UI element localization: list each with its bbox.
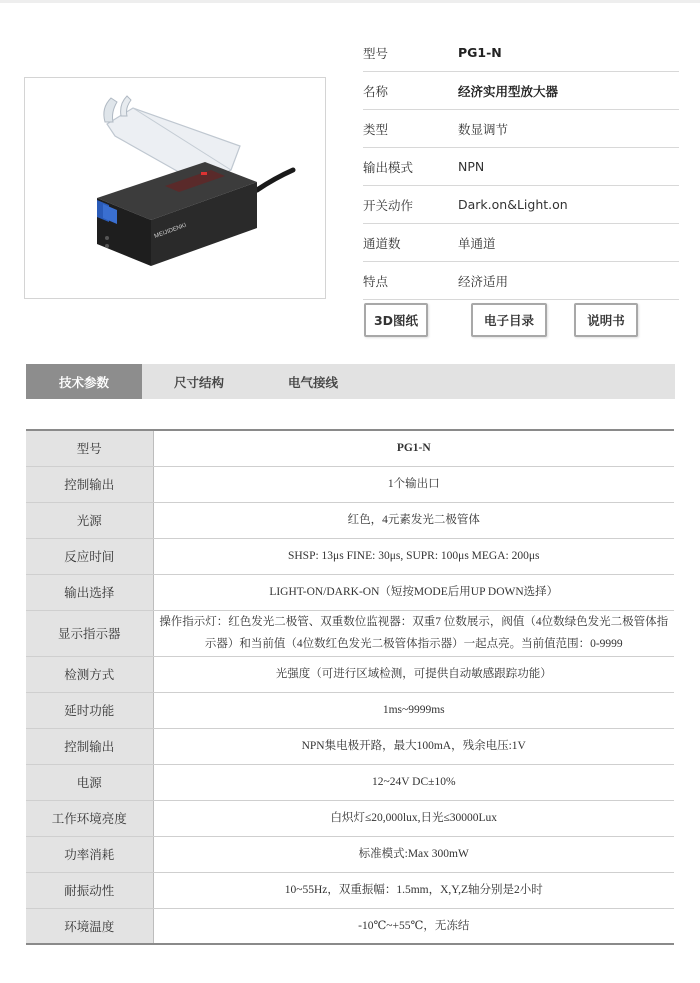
table-row	[26, 430, 674, 466]
table-row	[26, 574, 674, 610]
param-value: 1个输出口	[153, 466, 674, 502]
spec-value: Dark.on&Light.on	[458, 197, 568, 212]
table-row	[26, 538, 674, 574]
tab-wiring[interactable]: 电气接线	[287, 374, 338, 390]
param-value: PG1-N	[153, 430, 674, 466]
table-row	[26, 502, 674, 538]
param-label: 工作环境亮度	[26, 800, 153, 836]
table-row	[26, 610, 674, 656]
tab-tech-params[interactable]: 技术参数	[26, 364, 142, 399]
param-value: 10~55Hz，双重振幅：1.5mm，X,Y,Z轴分别是2小时	[153, 872, 674, 908]
spec-row-name	[363, 72, 679, 110]
spec-row-channels	[363, 224, 679, 262]
param-label: 型号	[26, 430, 153, 466]
param-label: 电源	[26, 764, 153, 800]
brand-label: MEIJIDENKI	[153, 222, 188, 240]
param-label: 输出选择	[26, 574, 153, 610]
spec-row-type	[363, 110, 679, 148]
spec-row-features	[363, 262, 679, 300]
spec-label: 名称	[363, 83, 389, 99]
spec-value: 经济实用型放大器	[458, 83, 559, 99]
param-value: NPN集电极开路，最大100mA，残余电压:1V	[153, 728, 674, 764]
spec-value: 单通道	[458, 235, 496, 251]
detail-tabs	[26, 364, 675, 399]
spec-value: PG1-N	[458, 45, 502, 60]
table-row	[26, 800, 674, 836]
table-row	[26, 872, 674, 908]
table-row	[26, 692, 674, 728]
spec-label: 开关动作	[363, 197, 414, 213]
param-value: 白炽灯≤20,000lux,日光≤30000Lux	[153, 800, 674, 836]
catalog-button[interactable]: 电子目录	[471, 303, 547, 337]
param-value: 操作指示灯：红色发光二极管、双重数位监视器：双重7 位数展示，阀值（4位数绿色发光二极管体指示器）和当前值（4位数红色发光二极管体指示器）一起点亮。当前值范围：0-9999	[153, 610, 674, 656]
table-row	[26, 728, 674, 764]
spec-value: NPN	[458, 159, 485, 174]
cad-download-button[interactable]: 3D图纸	[364, 303, 428, 337]
param-label: 环境温度	[26, 908, 153, 944]
spec-label: 特点	[363, 273, 389, 289]
product-image	[24, 77, 326, 299]
param-label: 反应时间	[26, 538, 153, 574]
table-row	[26, 764, 674, 800]
param-value: 红色，4元素发光二极管体	[153, 502, 674, 538]
table-row	[26, 908, 674, 944]
param-label: 耐振动性	[26, 872, 153, 908]
param-label: 功率消耗	[26, 836, 153, 872]
param-table	[26, 429, 674, 945]
param-value: SHSP: 13μs FINE: 30μs, SUPR: 100μs MEGA: 200μs	[153, 538, 674, 574]
param-value: -10℃~+55℃，无冻结	[153, 908, 674, 944]
spec-label: 通道数	[363, 235, 401, 251]
spec-label: 类型	[363, 121, 389, 137]
param-value: 12~24V DC±10%	[153, 764, 674, 800]
table-row	[26, 836, 674, 872]
spec-label: 型号	[363, 45, 389, 61]
manual-button[interactable]: 说明书	[574, 303, 638, 337]
spec-list	[363, 34, 679, 300]
download-buttons	[363, 303, 679, 339]
param-label: 检测方式	[26, 656, 153, 692]
spec-label: 输出模式	[363, 159, 414, 175]
param-label: 延时功能	[26, 692, 153, 728]
spec-value: 数显调节	[458, 121, 509, 137]
param-value: 1ms~9999ms	[153, 692, 674, 728]
spec-row-switch-action	[363, 186, 679, 224]
param-value: 光强度（可进行区域检测，可提供自动敏感跟踪功能）	[153, 656, 674, 692]
param-label: 控制输出	[26, 728, 153, 764]
param-value: LIGHT-ON/DARK-ON（短按MODE后用UP DOWN选择）	[153, 574, 674, 610]
table-row	[26, 466, 674, 502]
param-label: 控制输出	[26, 466, 153, 502]
spec-row-output-mode	[363, 148, 679, 186]
tab-dimensions[interactable]: 尺寸结构	[173, 374, 224, 390]
table-row	[26, 656, 674, 692]
param-value: 标准模式:Max 300mW	[153, 836, 674, 872]
spec-value: 经济适用	[458, 273, 509, 289]
param-label: 光源	[26, 502, 153, 538]
top-divider	[0, 0, 700, 3]
param-label: 显示指示器	[26, 610, 153, 656]
spec-row-model	[363, 34, 679, 72]
